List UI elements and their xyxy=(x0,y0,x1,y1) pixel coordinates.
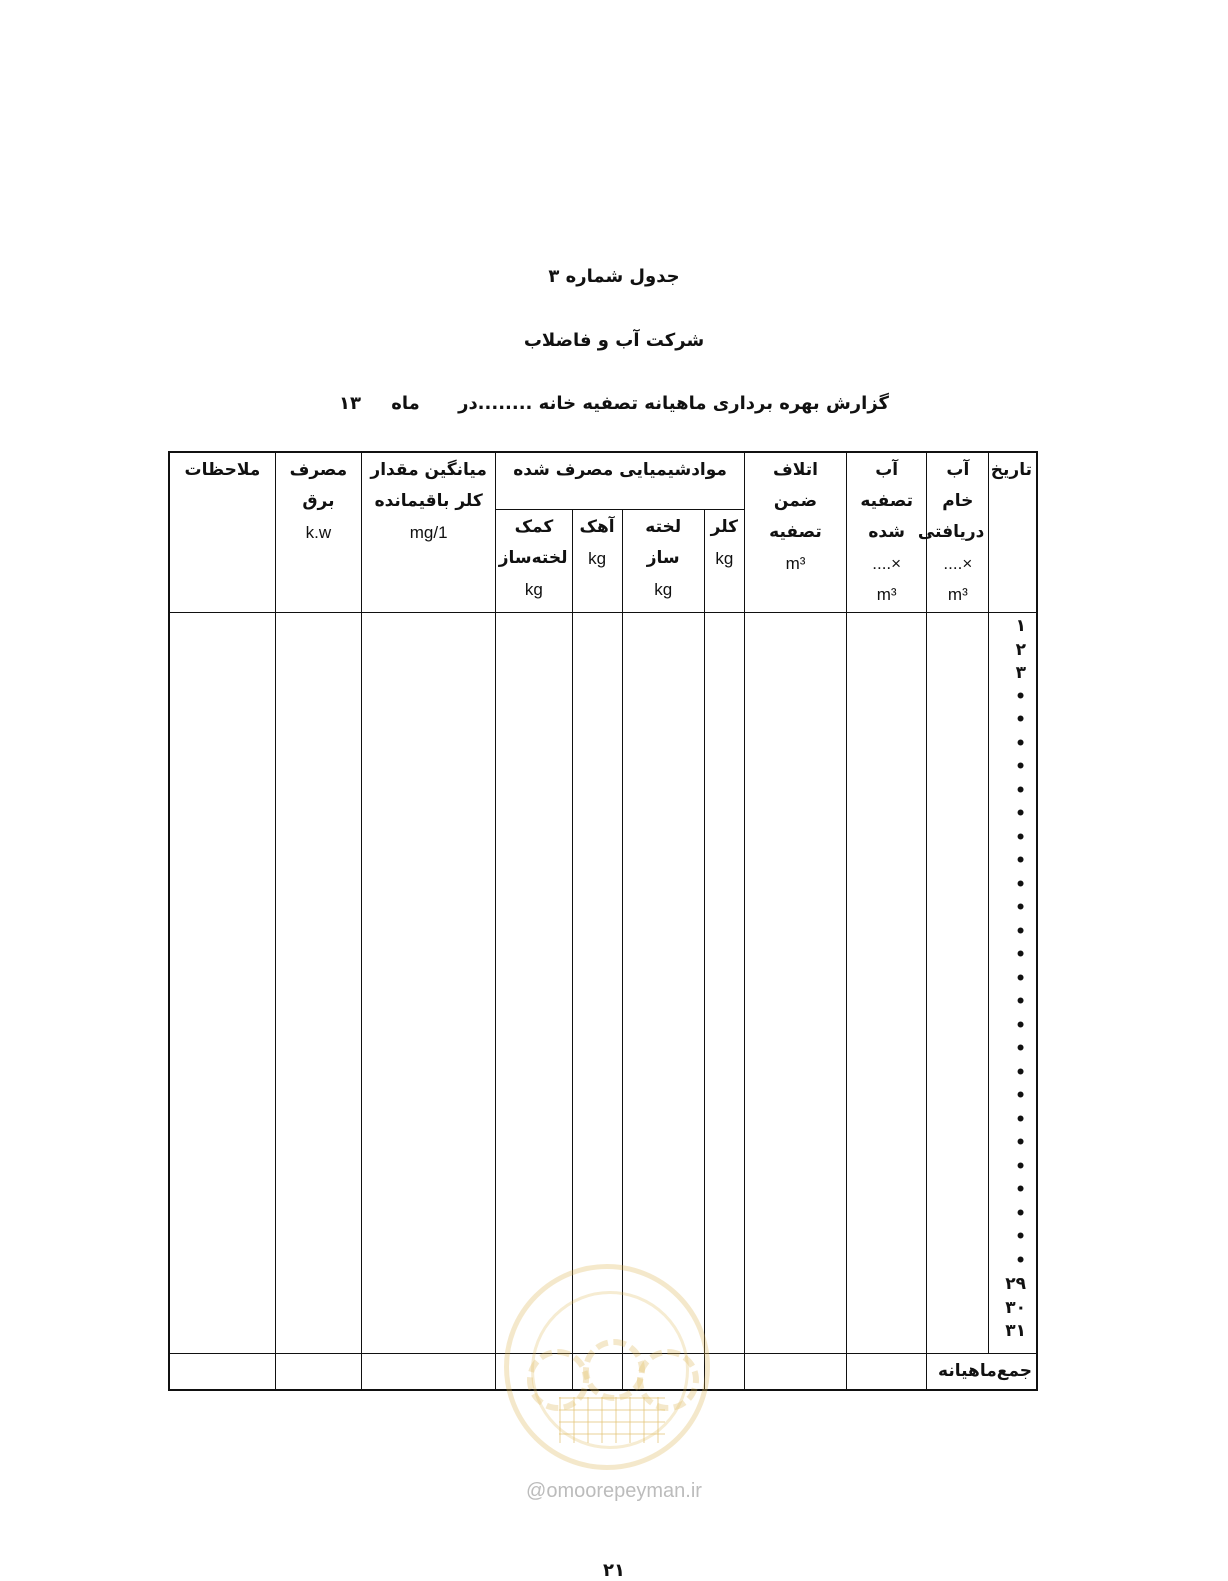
date-entry: • xyxy=(1015,874,1026,895)
date-entry: • xyxy=(1015,710,1026,730)
company-name: شرکت آب و فاضلاب xyxy=(523,330,705,351)
chem-coagulant-aid-header: کمک لخته‌ساز kg xyxy=(496,509,572,612)
year-prefix: ۱۳ xyxy=(339,393,361,414)
report-title-text: گزارش بهره برداری ماهیانه تصفیه خانه ........در xyxy=(458,393,889,414)
date-entry: • xyxy=(1015,733,1026,754)
residual-chlorine-cell[interactable] xyxy=(362,613,496,1354)
col-treated-water-header: آب تصفیه شده ×.... m³ xyxy=(847,452,927,613)
table-number: جدول شماره ۳ xyxy=(548,266,680,287)
date-entry: ۱ xyxy=(1015,616,1026,636)
chlorine-cell[interactable] xyxy=(704,613,744,1354)
total-electricity-cell[interactable] xyxy=(275,1354,361,1391)
date-entry: • xyxy=(1015,1015,1026,1036)
date-entry: • xyxy=(1015,1227,1026,1247)
date-entry: • xyxy=(1015,827,1026,848)
date-entry: • xyxy=(1015,851,1026,871)
date-entry: ۳۱ xyxy=(1005,1321,1026,1341)
date-entry: • xyxy=(1015,945,1026,965)
date-entry: • xyxy=(1015,921,1026,942)
date-entry: • xyxy=(1015,757,1026,777)
total-residual-chlorine-cell[interactable] xyxy=(362,1354,496,1391)
coagulant-aid-cell[interactable] xyxy=(496,613,572,1354)
col-chemicals-header: موادشیمیایی مصرف شده xyxy=(496,452,745,509)
date-entry: ۲۹ xyxy=(1005,1274,1026,1294)
coagulant-cell[interactable] xyxy=(622,613,704,1354)
date-entry: • xyxy=(1015,1203,1026,1224)
col-loss-header: اتلاف ضمن تصفیه m³ xyxy=(744,452,846,613)
date-entry: ۲ xyxy=(1015,639,1026,660)
date-entry: • xyxy=(1015,898,1026,918)
loss-cell[interactable] xyxy=(744,613,846,1354)
date-entry: • xyxy=(1015,804,1026,824)
report-table xyxy=(168,451,1038,1391)
month-label: ماه xyxy=(391,393,420,414)
date-entry: ۳۰ xyxy=(1005,1297,1026,1318)
notes-cell[interactable] xyxy=(169,613,275,1354)
date-entry: ۳ xyxy=(1015,663,1026,683)
date-entry: • xyxy=(1015,1062,1026,1083)
total-notes-cell[interactable] xyxy=(169,1354,275,1391)
header-row xyxy=(169,452,1037,509)
raw-water-cell[interactable] xyxy=(927,613,989,1354)
date-entry: • xyxy=(1015,1086,1026,1106)
col-raw-water-header: آب خام دریافتی ×.... m³ xyxy=(927,452,989,613)
col-date-header: تاریخ xyxy=(989,452,1037,613)
date-entry: • xyxy=(1015,968,1026,989)
page-number: ۲۱ xyxy=(603,1560,625,1581)
total-label: جمع‌ماهیانه xyxy=(927,1354,1037,1391)
date-entry: • xyxy=(1015,780,1026,801)
date-entry: • xyxy=(1015,992,1026,1012)
total-treated-cell[interactable] xyxy=(847,1354,927,1391)
chem-chlorine-header: کلر kg xyxy=(704,509,744,612)
watermark-logo xyxy=(504,1264,710,1470)
treated-water-cell[interactable] xyxy=(847,613,927,1354)
total-loss-cell[interactable] xyxy=(744,1354,846,1391)
date-entry: • xyxy=(1015,1156,1026,1177)
site-url: @omoorepeyman.ir xyxy=(526,1480,702,1502)
report-title xyxy=(0,393,1228,414)
chem-coagulant-header: لخته ساز kg xyxy=(622,509,704,612)
date-entry: • xyxy=(1015,1180,1026,1200)
dates-column xyxy=(989,613,1037,1354)
date-entry: • xyxy=(1015,686,1026,707)
date-entry: • xyxy=(1015,1250,1026,1271)
date-entry: • xyxy=(1015,1039,1026,1059)
electricity-cell[interactable] xyxy=(275,613,361,1354)
daily-rows xyxy=(169,613,1037,1354)
col-notes-header: ملاحظات xyxy=(169,452,275,613)
lime-cell[interactable] xyxy=(572,613,622,1354)
date-entry: • xyxy=(1015,1109,1026,1130)
chem-lime-header: آهک kg xyxy=(572,509,622,612)
date-entry: • xyxy=(1015,1133,1026,1153)
col-residual-chlorine-header: میانگین مقدار کلر باقیمانده mg/1 xyxy=(362,452,496,613)
total-chlorine-cell[interactable] xyxy=(704,1354,744,1391)
col-electricity-header: مصرف برق k.w xyxy=(275,452,361,613)
